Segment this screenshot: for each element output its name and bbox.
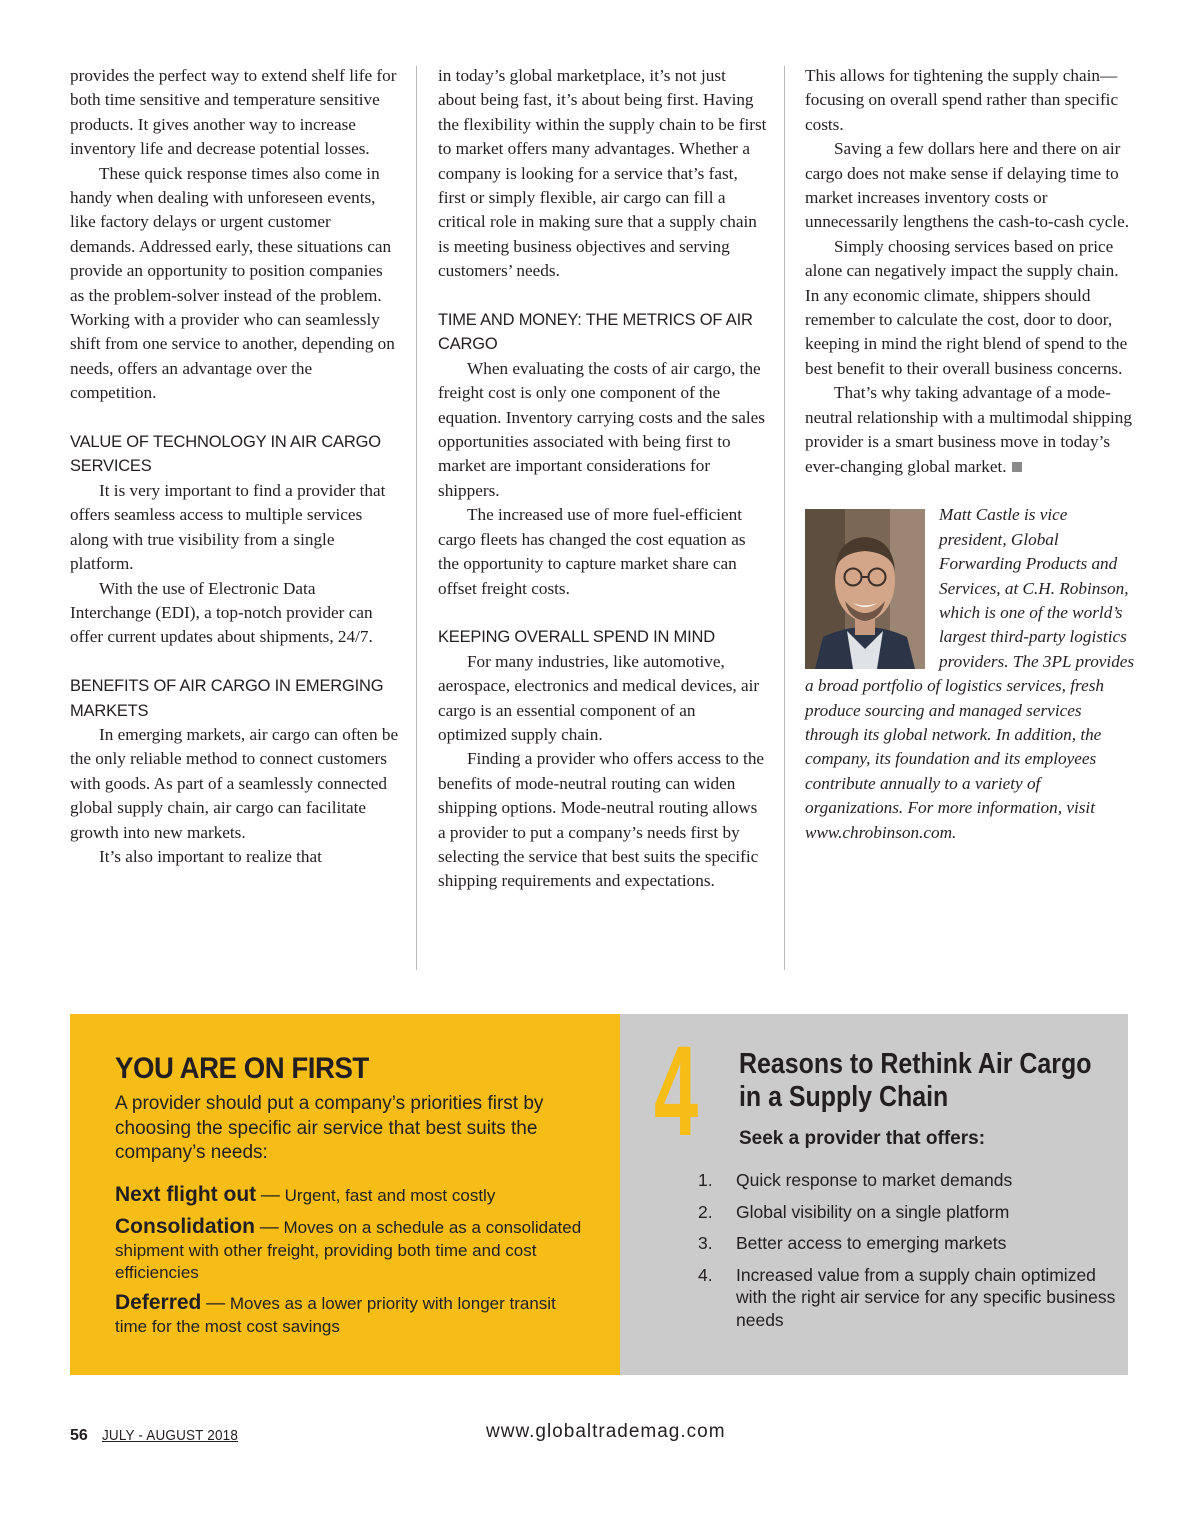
body-paragraph: When evaluating the costs of air cargo, the freight cost is only one component of the equation. Inventory carrying costs and the sales opportunities associated with being first to market are important considerations for shippers.: [438, 358, 765, 500]
sidebar-subtitle: Seek a provider that offers:: [739, 1128, 986, 1149]
service-option: [115, 1216, 595, 1285]
author-bio: Matt Castle is vice president, Global Forwarding Products and Services, at C.H. Robinson, which is one of the world’s largest third-party logistics providers. The 3PL provides a broad portfolio of logistics services, fresh produce sourcing and managed services through its global network. In addition, the company, its foundation and its employees contribute annually to a variety of organizations. For more information, visit www.chrobinson.com.: [805, 505, 1135, 842]
sidebar-you-are-on-first: [70, 1014, 620, 1375]
body-paragraph: It’s also important to realize that: [99, 846, 322, 866]
list-number: 2.: [698, 1201, 713, 1222]
body-paragraph: Simply choosing services based on price alone can negatively impact the supply chain. In any economic climate, shippers should remember to calculate the cost, door to door, keeping in mind the right blend of spend to the best benefit to their overall business concerns.: [805, 236, 1128, 378]
service-description: Moves as a lower priority with longer transit time for the most cost savings: [115, 1294, 556, 1336]
em-dash: —: [259, 1217, 279, 1238]
body-paragraph: In emerging markets, air cargo can often be the only reliable method to connect customers with goods. As part of a seamlessly connected global supply chain, air cargo can facilitate growth into new markets.: [70, 724, 399, 842]
service-term: Consolidation: [115, 1215, 255, 1238]
issue-date: JULY - AUGUST 2018: [102, 1427, 239, 1444]
service-description: Urgent, fast and most costly: [284, 1186, 496, 1205]
section-heading: BENEFITS OF AIR CARGO IN EMERGING MARKETS: [70, 677, 384, 720]
em-dash: —: [260, 1185, 280, 1206]
body-paragraph: Finding a provider who offers access to the benefits of mode-neutral routing can widen shipping options. Mode-neutral routing allows a provider to put a company’s needs first by selecting the service that best suits the specific shipping requirements and expectations.: [438, 749, 765, 891]
body-paragraph: Saving a few dollars here and there on air cargo does not make sense if delaying time to market increases inventory costs or unnecessarily lengthens the cash-to-cash cycle.: [805, 139, 1130, 232]
em-dash: —: [206, 1293, 226, 1314]
list-text: Better access to emerging markets: [736, 1233, 1007, 1253]
list-number: 3.: [698, 1233, 713, 1253]
body-paragraph: provides the perfect way to extend shelf life for both time sensitive and temperature sensitive products. It gives another way to increase inventory life and decrease potential losses.: [70, 66, 397, 159]
sidebar-title: YOU ARE ON FIRST: [115, 1052, 369, 1085]
page-number: 56: [70, 1427, 88, 1444]
list-item: [698, 1264, 1118, 1332]
reasons-list: [698, 1169, 1118, 1340]
list-number: 4.: [698, 1264, 713, 1285]
body-paragraph: The increased use of more fuel-efficient cargo fleets has changed the cost equation as the opportunity to capture market share can offset freight costs.: [438, 505, 746, 598]
column-divider-2: [784, 66, 785, 970]
article-column-3: [805, 64, 1135, 845]
service-option: [115, 1184, 595, 1208]
service-term: Next flight out: [115, 1183, 257, 1206]
author-portrait-image: [805, 509, 925, 669]
sidebar-title: Reasons to Rethink Air Cargo in a Supply Chain: [739, 1048, 1092, 1113]
body-paragraph: This allows for tightening the supply chain— focusing on overall spend rather than specific costs.: [805, 66, 1119, 134]
website-url: www.globaltrademag.com: [486, 1421, 726, 1442]
body-paragraph: With the use of Electronic Data Interchange (EDI), a top-notch provider can offer current updates about shipments, 24/7.: [70, 578, 373, 647]
article-column-2: [438, 64, 768, 894]
service-description: Moves on a schedule as a consolidated shipment with other freight, providing both time and cost efficiencies: [115, 1218, 582, 1282]
body-paragraph: It is very important to find a provider that offers seamless access to multiple services along with true visibility from a single platform.: [70, 480, 386, 574]
body-paragraph: [805, 381, 1135, 479]
list-text: Global visibility on a single platform: [736, 1201, 1010, 1222]
author-photo: [805, 509, 925, 669]
column-divider-1: [416, 66, 417, 970]
body-paragraph: For many industries, like automotive, aerospace, electronics and medical devices, air cargo is an essential component of an optimized supply chain.: [438, 651, 760, 744]
list-number: 1.: [698, 1170, 713, 1190]
sidebar-four-reasons: [620, 1014, 1128, 1375]
list-text: Quick response to market demands: [736, 1170, 1013, 1190]
article-column-1: [70, 64, 400, 869]
body-paragraph: in today’s global marketplace, it’s not just about being fast, it’s about being first. Having the flexibility within the supply chain to be first to market offers many advantages. Whether a company is looking for a service that’s fast, first or simply flexible, air cargo can fill a critical role in making sure that a supply chain is meeting business objectives and serving customers’ needs.: [438, 66, 767, 281]
sidebar-intro: A provider should put a company’s priorities first by choosing the specific air service that best suits the company’s needs:: [115, 1093, 544, 1163]
list-item: [698, 1169, 1118, 1192]
list-text: Increased value from a supply chain optimized with the right air service for any specific business needs: [736, 1264, 1116, 1330]
section-heading: VALUE OF TECHNOLOGY IN AIR CARGO SERVICES: [70, 433, 381, 476]
body-paragraph: These quick response times also come in handy when dealing with unforeseen events, like factory delays or urgent customer demands. Addressed early, these situations can provide an opportunity to position companies as the problem-solver instead of the problem. Working with a provider who can seamlessly shift from one service to another, depending on needs, offers an advantage over the competition.: [70, 163, 395, 403]
big-number: 4: [654, 1020, 696, 1163]
closing-text: That’s why taking advantage of a mode-neutral relationship with a multimodal shipping provider is a smart business move in today’s ever-changing global market.: [805, 383, 1132, 476]
list-item: [698, 1201, 1118, 1224]
service-option: [115, 1292, 585, 1338]
section-heading: KEEPING OVERALL SPEND IN MIND: [438, 628, 715, 647]
list-item: [698, 1232, 1118, 1255]
service-term: Deferred: [115, 1291, 202, 1314]
end-of-article-mark: [1012, 462, 1022, 472]
section-heading: TIME AND MONEY: THE METRICS OF AIR CARGO: [438, 311, 753, 354]
